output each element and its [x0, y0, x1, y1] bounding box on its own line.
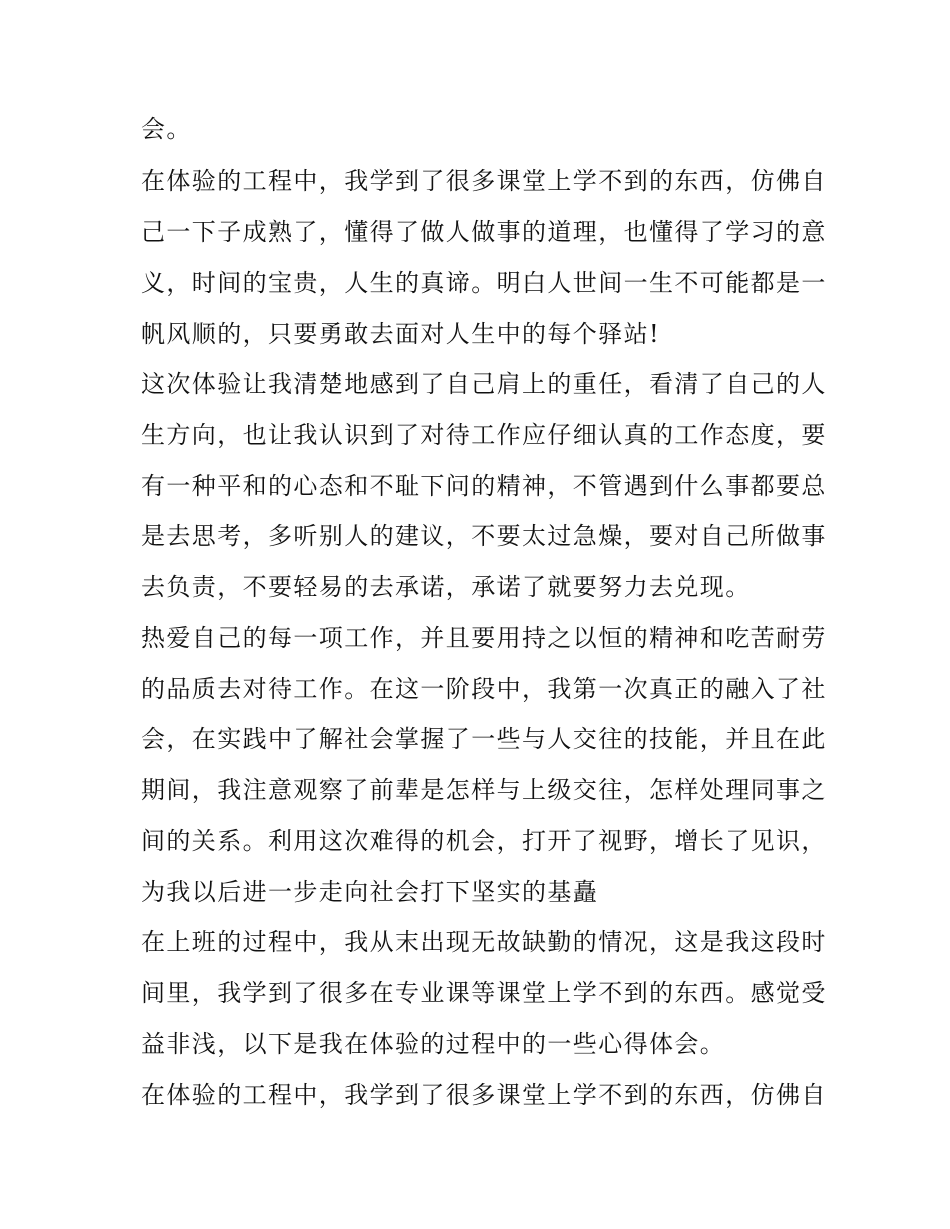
- text-line: 间的关系。利用这次难得的机会，打开了视野，增长了见识，: [141, 827, 827, 855]
- text-line: 有一种平和的心态和不耻下问的精神，不管遇到什么事都要总: [141, 472, 827, 500]
- text-line: 己一下子成熟了，懂得了做人做事的道理，也懂得了学习的意: [141, 218, 827, 246]
- text-line: 生方向，也让我认识到了对待工作应仔细认真的工作态度，要: [141, 421, 827, 449]
- text-line: 的品质去对待工作。在这一阶段中，我第一次真正的融入了社: [141, 675, 827, 703]
- text-line: 是去思考，多听别人的建议，不要太过急燥，要对自己所做事: [141, 522, 827, 550]
- text-line: 热爱自己的每一项工作，并且要用持之以恒的精神和吃苦耐劳: [141, 624, 827, 652]
- text-line: 期间，我注意观察了前辈是怎样与上级交往，怎样处理同事之: [141, 776, 827, 804]
- text-line: 在体验的工程中，我学到了很多课堂上学不到的东西，仿佛自: [141, 1081, 827, 1109]
- text-line: 会，在实践中了解社会掌握了一些与人交往的技能，并且在此: [141, 725, 827, 753]
- text-line: 在体验的工程中，我学到了很多课堂上学不到的东西，仿佛自: [141, 167, 827, 195]
- text-line: 间里，我学到了很多在专业课等课堂上学不到的东西。感觉受: [141, 979, 827, 1007]
- text-line: 为我以后进一步走向社会打下坚实的基矗: [141, 878, 599, 906]
- text-line: 义，时间的宝贵，人生的真谛。明白人世间一生不可能都是一: [141, 269, 827, 297]
- text-line: 去负责，不要轻易的去承诺，承诺了就要努力去兑现。: [141, 573, 751, 601]
- text-line: 这次体验让我清楚地感到了自己肩上的重任，看清了自己的人: [141, 370, 827, 398]
- text-line: 益非浅，以下是我在体验的过程中的一些心得体会。: [141, 1030, 726, 1058]
- text-line: 在上班的过程中，我从末出现无故缺勤的情况，这是我这段时: [141, 928, 827, 956]
- text-line: 帆风顺的，只要勇敢去面对人生中的每个驿站!: [141, 320, 661, 348]
- text-line: 会。: [141, 115, 192, 143]
